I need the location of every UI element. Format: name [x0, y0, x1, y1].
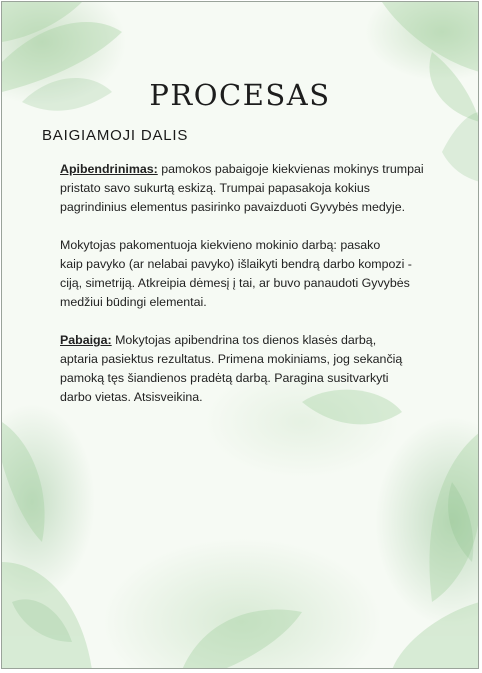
- text-line: medžiui būdingi elementai.: [60, 295, 207, 309]
- paragraph-ending: [60, 331, 460, 407]
- paragraph-summary: [60, 160, 460, 217]
- body-text: [60, 160, 460, 426]
- text-line: pamoką tęs šiandienos pradėtą darbą. Paragina susitvarkyti: [60, 371, 389, 385]
- text-line: pagrindinius elementus pasirinko pavaizduoti Gyvybės medyje.: [60, 200, 406, 214]
- document-page: [1, 1, 479, 669]
- paragraph-teacher-comment: [60, 236, 460, 312]
- ending-label: Pabaiga:: [60, 333, 112, 347]
- page-title: PROCESAS: [149, 78, 331, 112]
- text-line: ciją, simetriją. Atkreipia dėmesį į tai, ar buvo panaudoti Gyvybės: [60, 276, 410, 290]
- summary-label: Apibendrinimas:: [60, 162, 158, 176]
- text-line: Mokytojas apibendrina tos dienos klasės darbą,: [111, 333, 377, 347]
- text-line: pristato savo sukurtą eskizą. Trumpai papasakoja kokius: [60, 181, 370, 195]
- text-line: darbo vietas. Atsisveikina.: [60, 390, 203, 404]
- section-heading: BAIGIAMOJI DALIS: [42, 127, 189, 144]
- text-line: Mokytojas pakomentuoja kiekvieno mokinio darbą: pasako: [60, 238, 381, 252]
- text-line: aptaria pasiektus rezultatus. Primena mokiniams, jog sekančią: [60, 352, 403, 366]
- text-line: kaip pavyko (ar nelabai pavyko) išlaikyti bendrą darbo kompozi -: [60, 257, 412, 271]
- text-line: pamokos pabaigoje kiekvienas mokinys trumpai: [157, 162, 424, 176]
